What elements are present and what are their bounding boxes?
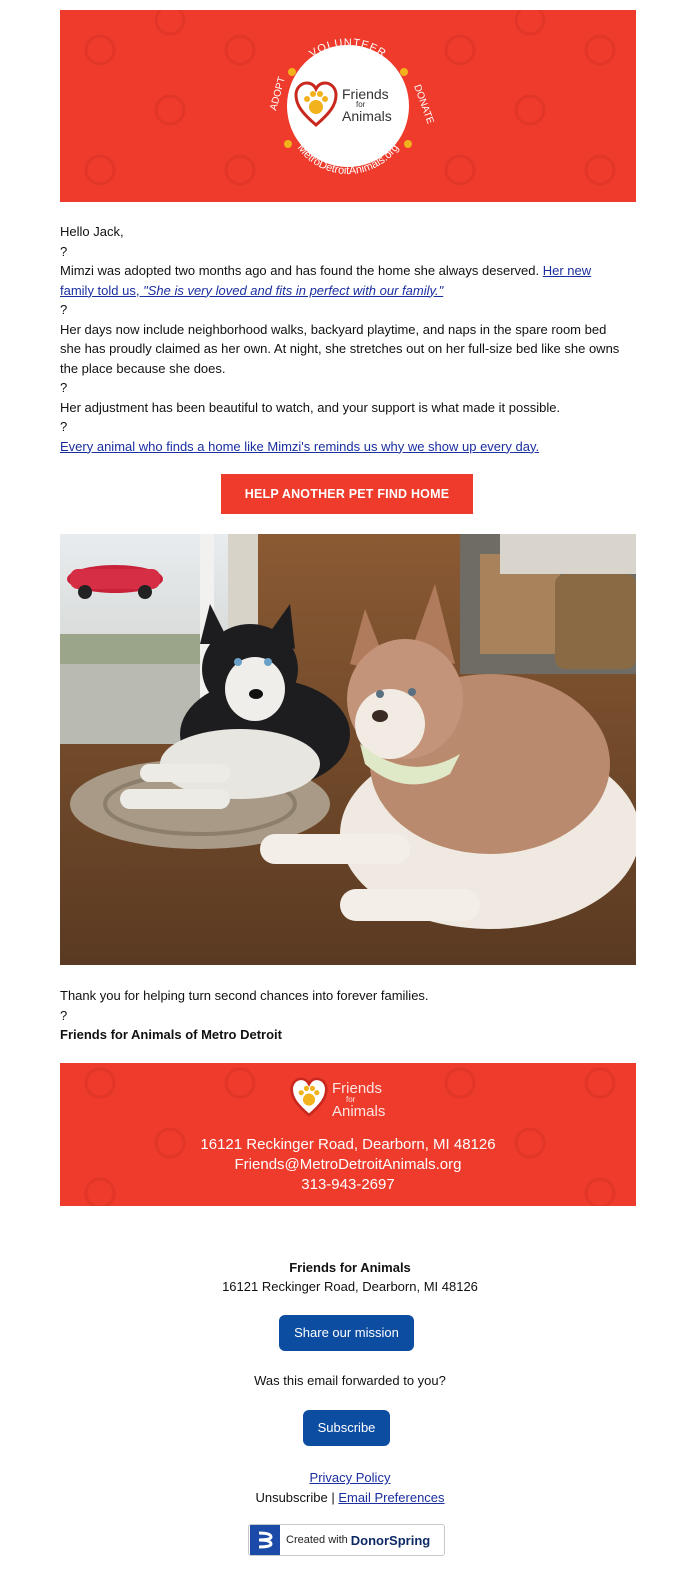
paragraph-days: Her days now include neighborhood walks, backyard playtime, and naps in the spare room bed she has proudly claimed as her own. At night, she stretches out on her full-size bed like she owns the place because she does.	[60, 321, 620, 376]
spacer: ?	[60, 243, 68, 259]
logo-line-animals: Animals	[332, 1103, 386, 1120]
subscribe-button[interactable]: Subscribe	[303, 1410, 390, 1446]
banner-email: Friends@MetroDetroitAnimals.org	[234, 1156, 462, 1173]
privacy-policy-link[interactable]: Privacy Policy	[309, 1470, 391, 1485]
spacer: ?	[60, 419, 68, 434]
paragraph-adoption	[60, 261, 620, 300]
logo-line-friends: Friends	[342, 86, 389, 102]
footer-banner	[60, 1063, 636, 1206]
paragraph-link	[60, 437, 620, 457]
logo-line-friends: Friends	[332, 1080, 383, 1097]
logo-line-for: for	[356, 100, 366, 109]
footer-logo-wordmark	[332, 1081, 385, 1119]
message-body	[60, 222, 620, 456]
unsubscribe-link[interactable]: Unsubscribe	[255, 1490, 328, 1505]
footer-banner-contact	[60, 1135, 636, 1195]
footer-address: 16121 Reckinger Road, Dearborn, MI 48126	[222, 1279, 478, 1294]
huskies-photo	[60, 534, 636, 965]
family-quote: "She is very loved and fits in perfect with our family."	[143, 282, 444, 298]
logo-line-animals: Animals	[342, 108, 392, 124]
spacer: ?	[60, 380, 68, 395]
greeting: Hello Jack,	[60, 224, 124, 239]
ring-left-text: ADOPT	[268, 75, 288, 112]
svg-text:VOLUNTEER	[307, 37, 388, 60]
share-mission-button[interactable]: Share our mission	[279, 1315, 414, 1351]
every-animal-link[interactable]: Every animal who finds a home like Mimzi's reminds us why we show up every day.	[60, 438, 540, 454]
header-banner	[60, 10, 636, 202]
signature: Friends for Animals of Metro Detroit	[60, 1027, 282, 1042]
donorspring-logo-icon	[250, 1525, 280, 1555]
logo-line-for: for	[346, 1095, 356, 1104]
badge-created-with: Created with	[286, 1534, 348, 1546]
ring-right-text: DONATE	[411, 83, 436, 126]
link-separator: |	[327, 1490, 339, 1505]
forwarded-question: Was this email forwarded to you?	[254, 1373, 446, 1388]
family-quote-link-text: Her new family told us,	[60, 263, 592, 298]
huskies-photo-illustration	[60, 534, 636, 965]
help-another-pet-button[interactable]: HELP ANOTHER PET FIND HOME	[221, 474, 473, 514]
footer-org-name: Friends for Animals	[289, 1260, 411, 1275]
ring-top-text: VOLUNTEER	[307, 36, 389, 61]
badge-brand: DonorSpring	[350, 1532, 431, 1548]
banner-address: 16121 Reckinger Road, Dearborn, MI 48126	[200, 1136, 496, 1153]
heart-paw-logo-icon	[294, 81, 338, 127]
spacer: ?	[60, 1007, 68, 1023]
paragraph-adoption-text: Mimzi was adopted two months ago and has found the home she always deserved.	[60, 263, 543, 278]
donorspring-badge[interactable]	[248, 1524, 445, 1556]
email-footer	[0, 1258, 700, 1296]
banner-phone: 313-943-2697	[301, 1176, 395, 1193]
thanks-text: Thank you for helping turn second chances into forever families.	[60, 988, 429, 1003]
footer-links	[0, 1468, 700, 1508]
logo-wordmark	[342, 87, 392, 123]
email-preferences-link[interactable]: Email Preferences	[338, 1490, 445, 1505]
ring-bottom-text: MetroDetroitAnimals.org	[294, 141, 402, 178]
heart-paw-logo-icon	[290, 1077, 328, 1117]
svg-text:MetroDetroitAnimals.org	[295, 142, 401, 177]
spacer: ?	[60, 302, 68, 317]
closing-section	[60, 986, 620, 1045]
paragraph-adjustment: Her adjustment has been beautiful to watch, and your support is what made it possible.	[60, 399, 561, 415]
